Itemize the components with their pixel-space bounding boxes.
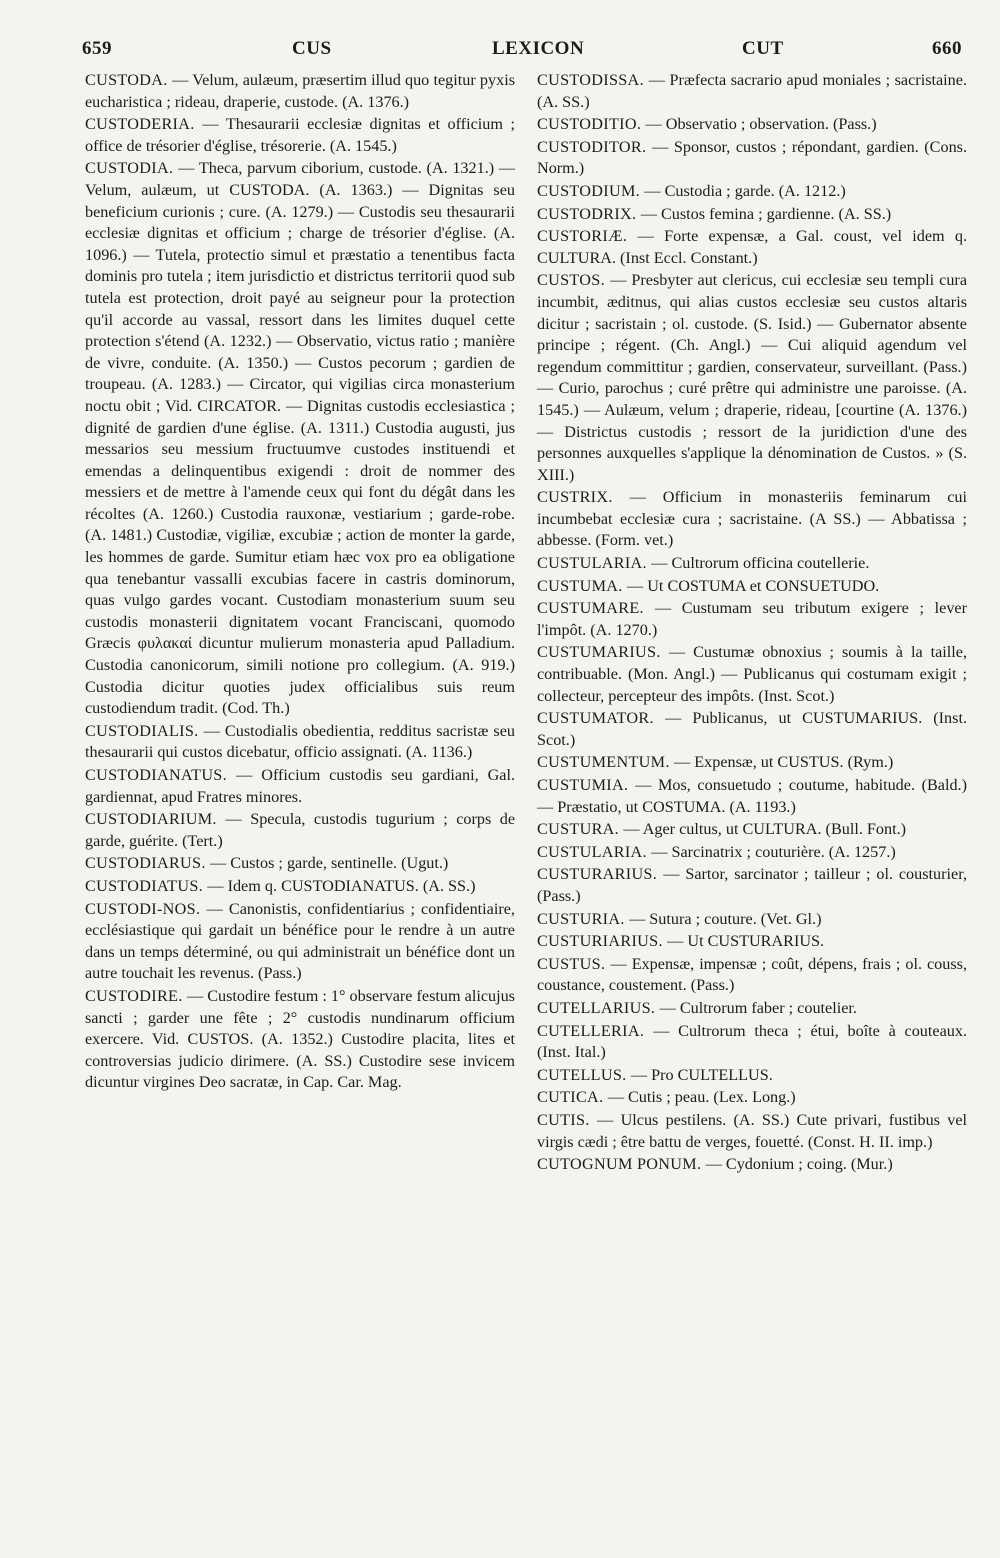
entry-definition: — Custodire festum : 1° observare festum alicujus sancti ; garder une fête ; 2° custodis nundinarum officium exercere. Vid. CUSTOS. (A. 1352.) Custodire placita, lites et controversias judicio dirimere. (A. SS.) Custodire sese invicem dicuntur virgines Deo sacratæ, in Cap. Car. Mag. <box>85 987 515 1091</box>
entry-headword: CUSTODERIA . <box>85 115 202 133</box>
entry-headword: CUSTUMIA . <box>537 776 635 794</box>
entry-headword: CUSTUMARIUS . <box>537 643 669 661</box>
dictionary-entry <box>537 181 967 203</box>
entry-headword: CUSTODIARUS . <box>85 854 210 872</box>
entry-definition: — Sartor, sarcinator ; tailleur ; ol. cousturier, (Pass.) <box>537 865 967 905</box>
entry-headword: CUSTURARIUS . <box>537 865 663 883</box>
right-page-number: 660 <box>932 38 962 59</box>
entry-definition: — Ulcus pestilens. (A. SS.) Cute privari, fustibus vel virgis cædi ; être battu de verges, fouetté. (Const. H. II. imp.) <box>537 1111 967 1151</box>
entry-definition: — Expensæ, impensæ ; coût, dépens, frais ; ol. couss, coustance, coustement. (Pass.) <box>537 955 967 995</box>
entry-headword: CUTELLERIA . <box>537 1022 653 1040</box>
entry-headword: CUSTODIRE . <box>85 987 187 1005</box>
dictionary-entry <box>537 954 967 997</box>
dictionary-entry <box>537 1087 967 1109</box>
dictionary-entry <box>537 1065 967 1087</box>
left-page-number: 659 <box>82 38 112 59</box>
dictionary-entry <box>537 775 967 818</box>
entry-headword: CUSTULARIA . <box>537 554 651 572</box>
dictionary-entry <box>537 226 967 269</box>
dictionary-entry <box>85 765 515 808</box>
entry-headword: CUSTODI-NOS . <box>85 900 207 918</box>
entry-headword: CUSTODRIX . <box>537 205 641 223</box>
entry-headword: CUSTODIATUS . <box>85 877 207 895</box>
entry-headword: CUSTODIALIS . <box>85 722 204 740</box>
entry-headword: CUSTUMATOR . <box>537 709 665 727</box>
entry-headword: CUSTOS . <box>537 271 610 289</box>
dictionary-entry <box>85 721 515 764</box>
right-running-word: CUT <box>742 38 784 59</box>
entry-definition: — Pro CULTELLUS. <box>631 1066 773 1084</box>
dictionary-entry <box>537 1021 967 1064</box>
dictionary-entry <box>537 752 967 774</box>
entry-definition: — Forte expensæ, a Gal. coust, vel idem q. CULTURA. (Inst Eccl. Constant.) <box>537 227 967 267</box>
entry-headword: CUSTURA . <box>537 820 623 838</box>
entry-definition: — Sarcinatrix ; couturière. (A. 1257.) <box>651 843 896 861</box>
entry-definition: — Custumam seu tributum exigere ; lever l'impôt. (A. 1270.) <box>537 599 967 639</box>
entry-definition: — Ut COSTUMA et CONSUETUDO. <box>627 577 879 595</box>
entry-headword: CUSTODIARIUM . <box>85 810 226 828</box>
entry-definition: — Custos ; garde, sentinelle. (Ugut.) <box>210 854 448 872</box>
entry-definition: — Idem q. CUSTODIANATUS. (A. SS.) <box>207 877 475 895</box>
entry-headword: CUSTODITOR . <box>537 138 652 156</box>
right-column <box>537 70 967 1177</box>
entry-headword: CUSTUS . <box>537 955 611 973</box>
entry-headword: CUSTRIX . <box>537 488 630 506</box>
entry-definition: — Custumæ obnoxius ; soumis à la taille, contribuable. (Mon. Angl.) — Publicanus qui costumam exigit ; collecteur, percepteur des impôts. (Inst. Scot.) <box>537 643 967 704</box>
entry-headword: CUSTUMARE . <box>537 599 655 617</box>
entry-definition: — Mos, consuetudo ; coutume, habitude. (Bald.) — Præstatio, ut COSTUMA. (A. 1193.) <box>537 776 967 816</box>
entry-headword: CUTOGNUM PONUM . <box>537 1155 706 1173</box>
dictionary-entry <box>537 553 967 575</box>
dictionary-entry <box>537 708 967 751</box>
entry-headword: CUSTODITIO . <box>537 115 646 133</box>
entry-headword: CUSTODISSA . <box>537 71 649 89</box>
entry-definition: — Officium custodis seu gardiani, Gal. gardiennat, apud Fratres minores. <box>85 766 515 806</box>
dictionary-entry <box>537 204 967 226</box>
entry-definition: — Expensæ, ut CUSTUS. (Rym.) <box>674 753 893 771</box>
entry-headword: CUTELLUS . <box>537 1066 631 1084</box>
entry-definition: — Specula, custodis tugurium ; corps de garde, guérite. (Tert.) <box>85 810 515 850</box>
entry-definition: — Cutis ; peau. (Lex. Long.) <box>608 1088 796 1106</box>
entry-headword: CUSTORIÆ . <box>537 227 638 245</box>
left-running-word: CUS <box>292 38 332 59</box>
entry-headword: CUSTODIUM . <box>537 182 644 200</box>
running-header <box>82 38 962 66</box>
entry-definition: — Præfecta sacrario apud moniales ; sacristaine. (A. SS.) <box>537 71 967 111</box>
entry-definition: — Cultrorum officina coutellerie. <box>651 554 869 572</box>
dictionary-entry <box>537 70 967 113</box>
dictionary-entry <box>537 642 967 707</box>
entry-definition: — Cultrorum faber ; coutelier. <box>660 999 857 1017</box>
dictionary-entry <box>85 809 515 852</box>
dictionary-entry <box>537 998 967 1020</box>
dictionary-entry <box>537 909 967 931</box>
entry-headword: CUSTURIA . <box>537 910 629 928</box>
dictionary-entry <box>85 114 515 157</box>
lexicon-title: LEXICON <box>492 38 585 59</box>
entry-definition: — Velum, aulæum, præsertim illud quo tegitur pyxis eucharistica ; rideau, draperie, custode. (A. 1376.) <box>85 71 515 111</box>
dictionary-entry <box>537 137 967 180</box>
entry-definition: — Presbyter aut clericus, cui ecclesiæ seu templi cura incumbit, æditnus, qui alias custos ecclesiæ seu custos altaris dicitur ; sacristain ; ol. custode. (S. Isid.) — Gubernator absente principe ; régent. (Ch. Angl.) — Cui aliquid agendum vel regendum committitur ; gardien, conservateur, surveillant. (Pass.) — Curio, parochus ; curé prêtre qui administre une paroisse. (A. 1545.) — Aulæum, velum ; draperie, rideau, [courtine (A. 1376.) — Districtus custodis ; ressort de la juridiction d'une des personnes auxquelles s'applique la dénomination de Custos. » (S. XIII.) <box>537 271 967 483</box>
dictionary-entry <box>537 819 967 841</box>
dictionary-entry <box>85 986 515 1094</box>
entry-headword: CUSTODIANATUS . <box>85 766 236 784</box>
entry-definition: — Custodia ; garde. (A. 1212.) <box>644 182 845 200</box>
entry-headword: CUSTUMENTUM . <box>537 753 674 771</box>
entry-definition: — Theca, parvum ciborium, custode. (A. 1321.) — Velum, aulæum, ut CUSTODA. (A. 1363.) — Dignitas seu beneficium curionis ; cure. (A. 1279.) — Custodis seu thesaurarii ecclesiæ dignitas et officium ; charge de trésorier d'église. (A. 1096.) — Tutela, protectio simul et præstatio a tenentibus facta dominis pro tutela ; item jurisdictio et districtus territorii quod sub tutela est protection, droit payé au seigneur pour la protection qu'il accorde au vassal, ressort dans les limites duquel cette protection s'étend (A. 1232.) — Observatio, victus ratio ; manière de vivre, conduite. (A. 1350.) — Custos pecorum ; gardien de troupeau. (A. 1283.) — Circator, qui vigilias circa monasterium noctu obit ; Vid. CIRCATOR. — Dignitas custodis ecclesiastica ; dignité de gardien d'une église. (A. 1311.) Custodia augusti, jus messarios seu messium fructuumve custodes instituendi et emendas a delinquentibus exigendi : droit de nommer des messiers et de mettre à l'amende ceux qui font du dégât dans les récoltes (A. 1260.) Custodia rauxonæ, vestiarium ; garde-robe. (A. 1481.) Custodiæ, vigiliæ, excubiæ ; action de monter la garde, les hommes de garde. Sumitur etiam hæc vox pro ea obligatione qua tenebantur vassalli excubias facere in castris dominorum, quas vulgo gardes vocant. Custodiam monasterium suum seu custodis monasterii dignitatem vocant Franciscani, quomodo Græcis φυλακαί dicuntur mulierum monasteria apud Palladium. Custodia canonicorum, simili notione pro collegium. (A. 919.) Custodia dicitur quoties judex officialibus suis reum custodiendum tradit. (Cod. Th.) <box>85 159 515 717</box>
entry-definition: — Custodialis obedientia, redditus sacristæ seu thesaurarii qui custos dicebatur, officio assignati. (A. 1136.) <box>85 722 515 762</box>
dictionary-entry <box>537 114 967 136</box>
entry-definition: — Cydonium ; coing. (Mur.) <box>706 1155 893 1173</box>
dictionary-entry <box>537 1154 967 1176</box>
entry-headword: CUSTURIARIUS . <box>537 932 667 950</box>
dictionary-entry <box>85 158 515 719</box>
dictionary-entry <box>537 842 967 864</box>
dictionary-entry <box>537 1110 967 1153</box>
entry-definition: — Observatio ; observation. (Pass.) <box>646 115 877 133</box>
entry-definition: — Sutura ; couture. (Vet. Gl.) <box>629 910 821 928</box>
entry-headword: CUTIS . <box>537 1111 597 1129</box>
entry-definition: — Officium in monasteriis feminarum cui incumbebat ecclesiæ cura ; sacristaine. (A SS.) — Abbatissa ; abbesse. (Form. vet.) <box>537 488 967 549</box>
entry-definition: — Sponsor, custos ; répondant, gardien. (Cons. Norm.) <box>537 138 967 178</box>
entry-headword: CUTELLARIUS . <box>537 999 660 1017</box>
dictionary-entry <box>85 899 515 985</box>
entry-headword: CUSTODA . <box>85 71 172 89</box>
entry-definition: — Ut CUSTURARIUS. <box>667 932 824 950</box>
left-column <box>85 70 515 1095</box>
dictionary-entry <box>537 576 967 598</box>
dictionary-entry <box>537 864 967 907</box>
dictionary-entry <box>537 598 967 641</box>
dictionary-entry <box>85 70 515 113</box>
entry-headword: CUSTODIA . <box>85 159 178 177</box>
entry-headword: CUSTUMA . <box>537 577 627 595</box>
entry-definition: — Thesaurarii ecclesiæ dignitas et officium ; office de trésorier d'église, trésorerie. (A. 1545.) <box>85 115 515 155</box>
dictionary-entry <box>537 931 967 953</box>
entry-headword: CUTICA . <box>537 1088 608 1106</box>
entry-definition: — Custos femina ; gardienne. (A. SS.) <box>641 205 891 223</box>
dictionary-entry <box>537 270 967 486</box>
dictionary-entry <box>85 876 515 898</box>
dictionary-entry <box>85 853 515 875</box>
entry-definition: — Ager cultus, ut CULTURA. (Bull. Font.) <box>623 820 906 838</box>
entry-headword: CUSTULARIA . <box>537 843 651 861</box>
entry-definition: — Canonistis, confidentiarius ; confidentiaire, ecclésiastique qui gardait un bénéfice pour le rendre à un autre dans un temps déterminé, ou qui administrait un bénéfice dont un autre touchait les revenus. (Pass.) <box>85 900 515 983</box>
entry-definition: — Cultrorum theca ; étui, boîte à couteaux. (Inst. Ital.) <box>537 1022 967 1062</box>
entry-definition: — Publicanus, ut CUSTUMARIUS. (Inst. Scot.) <box>537 709 967 749</box>
dictionary-entry <box>537 487 967 552</box>
